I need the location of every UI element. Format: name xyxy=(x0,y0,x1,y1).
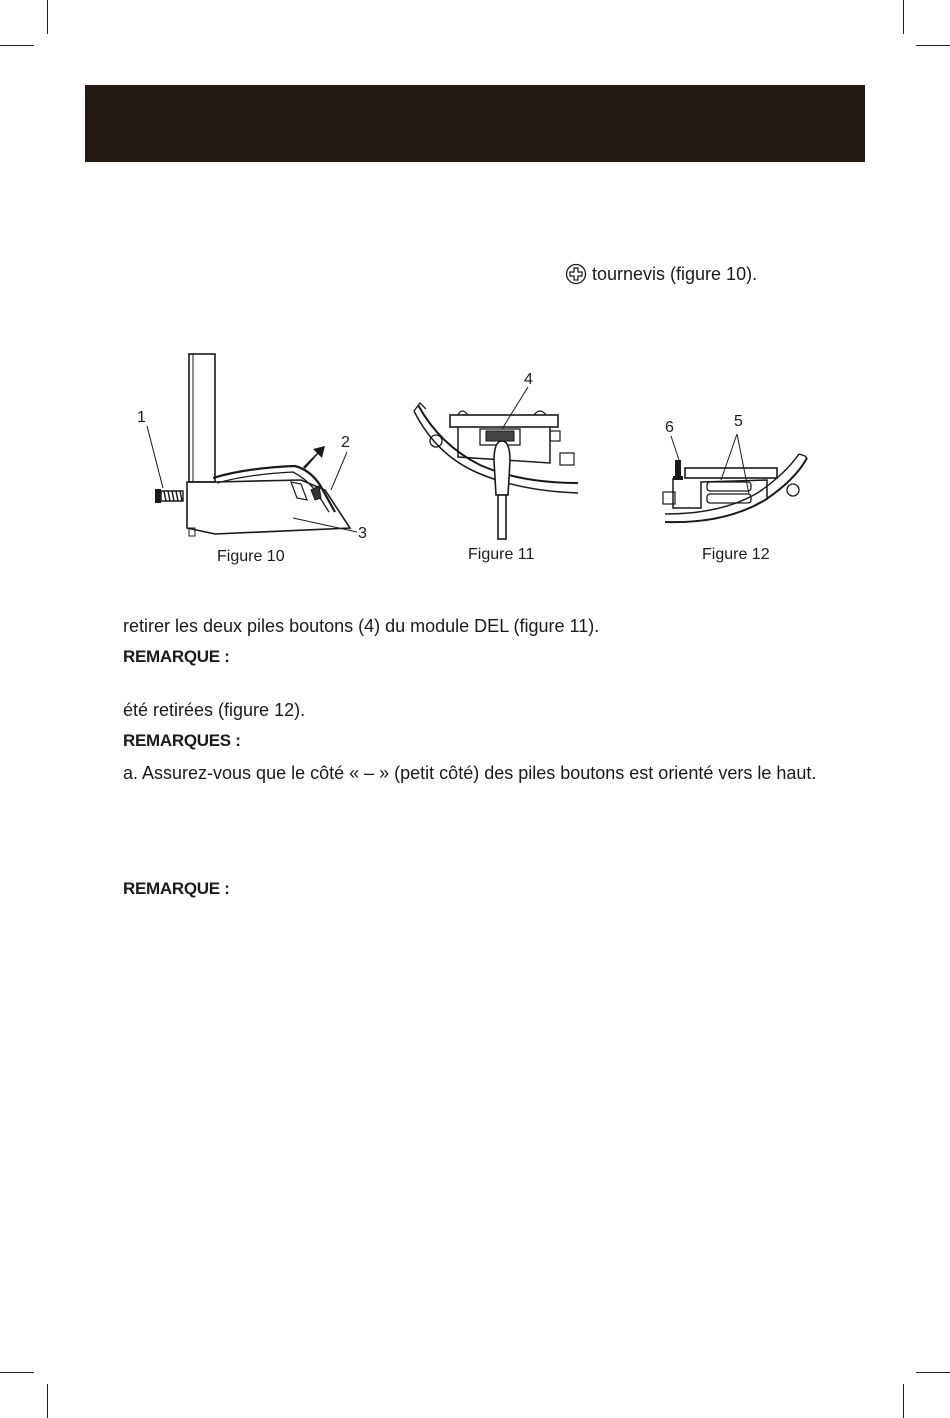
figure-12-callout-6: 6 xyxy=(665,419,674,436)
note-label-2: REMARQUE : xyxy=(123,879,230,898)
phillips-screwdriver-icon xyxy=(565,263,587,285)
figure-12-caption: Figure 12 xyxy=(702,546,770,563)
note-a-line: a. Assurez-vous que le côté « – » (petit côté) des piles boutons est orienté vers le haut. xyxy=(123,763,817,783)
figure-12-illustration xyxy=(655,410,815,535)
removed-line: été retirées (figure 12). xyxy=(123,700,306,720)
figure-10-callout-1: 1 xyxy=(137,409,146,426)
screwdriver-instruction xyxy=(565,263,757,285)
figure-10-caption: Figure 10 xyxy=(217,548,285,565)
figure-10-callout-3: 3 xyxy=(358,525,367,542)
crop-mark xyxy=(0,45,34,46)
figure-11-illustration xyxy=(410,365,595,545)
crop-mark xyxy=(47,1384,48,1418)
crop-mark xyxy=(0,1372,34,1373)
figure-11-caption: Figure 11 xyxy=(468,546,535,563)
note-label: REMARQUE : xyxy=(123,647,230,666)
section-header-bar xyxy=(85,85,865,162)
notes-label: REMARQUES : xyxy=(123,731,241,750)
remove-batteries-line: retirer les deux piles boutons (4) du module DEL (figure 11). xyxy=(123,616,600,636)
crop-mark xyxy=(47,0,48,34)
crop-mark xyxy=(903,0,904,34)
figure-10-illustration xyxy=(125,350,385,550)
figure-11-callout-4: 4 xyxy=(524,371,533,388)
screwdriver-text: tournevis (figure 10). xyxy=(592,263,758,284)
figure-10-callout-2: 2 xyxy=(341,434,350,451)
crop-mark xyxy=(916,45,950,46)
crop-mark xyxy=(903,1384,904,1418)
crop-mark xyxy=(916,1372,950,1373)
figure-12-callout-5: 5 xyxy=(734,413,743,430)
